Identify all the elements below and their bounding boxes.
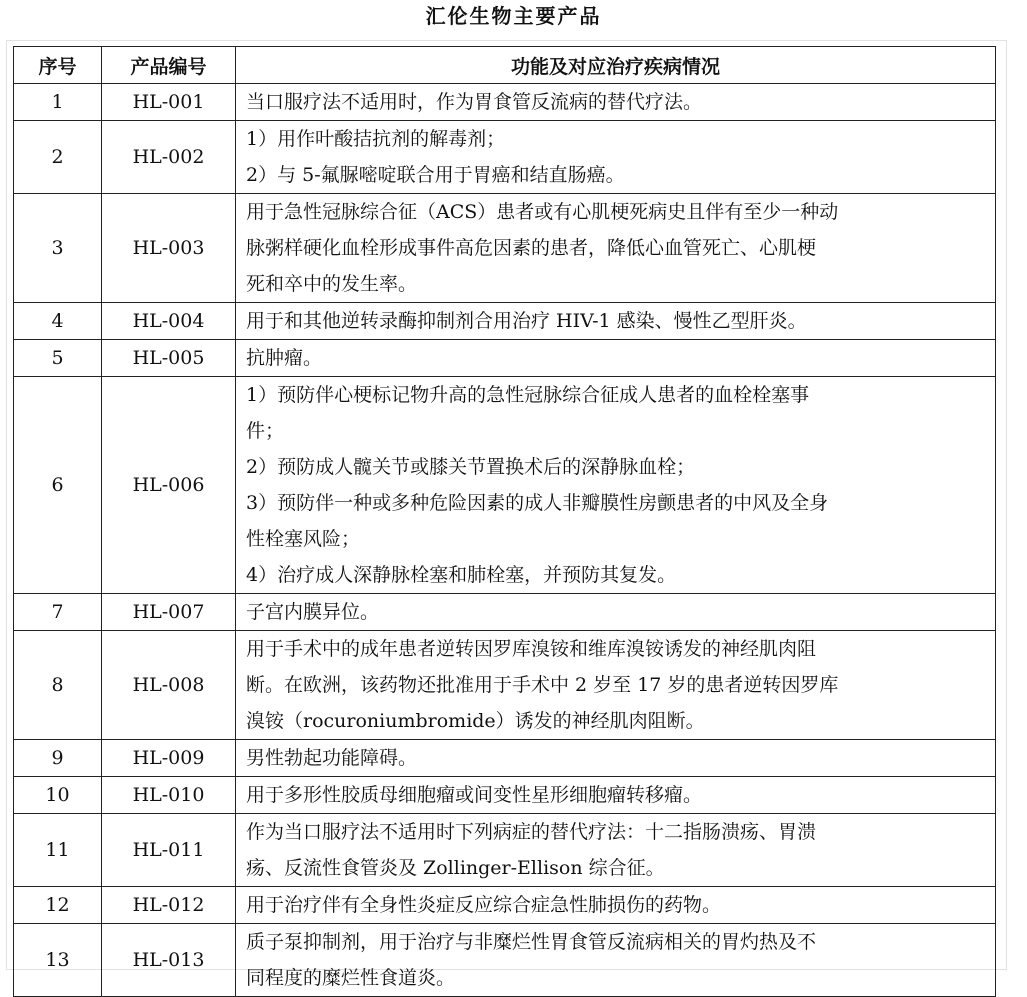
product-description [236, 814, 996, 887]
description-line: 抗肿瘤。 [246, 347, 323, 369]
table-row [14, 194, 996, 303]
product-code: HL-002 [102, 121, 236, 194]
product-code: HL-006 [102, 377, 236, 594]
product-description [236, 924, 996, 997]
product-code: HL-009 [102, 740, 236, 777]
table-row [14, 814, 996, 887]
description-line: 1）预防伴心梗标记物升高的急性冠脉综合征成人患者的血栓栓塞事 [246, 384, 810, 406]
table-row [14, 84, 996, 121]
table-row [14, 777, 996, 814]
product-description [236, 194, 996, 303]
product-description [236, 594, 996, 631]
row-number: 8 [14, 631, 102, 740]
description-line: 用于多形性胶质母细胞瘤或间变性星形细胞瘤转移瘤。 [246, 784, 703, 806]
product-description [236, 340, 996, 377]
table-row [14, 924, 996, 997]
header-no: 序号 [14, 47, 102, 84]
description-line: 用于治疗伴有全身性炎症反应综合症急性肺损伤的药物。 [246, 894, 722, 916]
row-number: 4 [14, 303, 102, 340]
product-code: HL-007 [102, 594, 236, 631]
row-number: 13 [14, 924, 102, 997]
table-row [14, 121, 996, 194]
product-description [236, 740, 996, 777]
description-line: 1）用作叶酸拮抗剂的解毒剂； [246, 128, 506, 150]
page-title: 汇伦生物主要产品 [425, 4, 602, 28]
product-description [236, 377, 996, 594]
table-row [14, 377, 996, 594]
table-row [14, 340, 996, 377]
description-line: 溴铵（rocuroniumbromide）诱发的神经肌肉阻断。 [246, 710, 705, 732]
description-line: 疡、反流性食管炎及 Zollinger-Ellison 综合征。 [246, 857, 665, 879]
description-line: 断。在欧洲，该药物还批准用于手术中 2 岁至 17 岁的患者逆转因罗库 [246, 674, 839, 696]
product-code: HL-003 [102, 194, 236, 303]
description-line: 3）预防伴一种或多种危险因素的成人非瓣膜性房颤患者的中风及全身 [246, 492, 829, 514]
row-number: 11 [14, 814, 102, 887]
table-row [14, 740, 996, 777]
product-description [236, 887, 996, 924]
header-description: 功能及对应治疗疾病情况 [236, 47, 996, 84]
row-number: 12 [14, 887, 102, 924]
description-line: 质子泵抑制剂，用于治疗与非糜烂性胃食管反流病相关的胃灼热及不 [246, 931, 817, 953]
description-line: 同程度的糜烂性食道炎。 [246, 967, 456, 989]
row-number: 5 [14, 340, 102, 377]
product-code: HL-010 [102, 777, 236, 814]
table-header-row [14, 47, 996, 84]
product-description [236, 303, 996, 340]
description-line: 4）治疗成人深静脉栓塞和肺栓塞，并预防其复发。 [246, 564, 677, 586]
product-code: HL-001 [102, 84, 236, 121]
description-line: 子宫内膜异位。 [246, 601, 380, 623]
product-code: HL-013 [102, 924, 236, 997]
description-line: 脉粥样硬化血栓形成事件高危因素的患者，降低心血管死亡、心肌梗 [246, 237, 817, 259]
product-code: HL-004 [102, 303, 236, 340]
row-number: 2 [14, 121, 102, 194]
description-line: 2）与 5-氟脲嘧啶联合用于胃癌和结直肠癌。 [246, 164, 625, 186]
description-line: 件； [246, 420, 285, 442]
description-line: 男性勃起功能障碍。 [246, 747, 418, 769]
product-code: HL-005 [102, 340, 236, 377]
description-line: 用于和其他逆转录酶抑制剂合用治疗 HIV-1 感染、慢性乙型肝炎。 [246, 310, 807, 332]
product-code: HL-011 [102, 814, 236, 887]
row-number: 9 [14, 740, 102, 777]
description-line: 2）预防成人髋关节或膝关节置换术后的深静脉血栓； [246, 456, 696, 478]
row-number: 6 [14, 377, 102, 594]
row-number: 7 [14, 594, 102, 631]
header-code: 产品编号 [102, 47, 236, 84]
table-row [14, 631, 996, 740]
description-line: 当口服疗法不适用时，作为胃食管反流病的替代疗法。 [246, 91, 703, 113]
product-description [236, 631, 996, 740]
description-line: 作为当口服疗法不适用时下列病症的替代疗法：十二指肠溃疡、胃溃 [246, 821, 817, 843]
product-description [236, 121, 996, 194]
description-line: 用于手术中的成年患者逆转因罗库溴铵和维库溴铵诱发的神经肌肉阻 [246, 638, 817, 660]
row-number: 3 [14, 194, 102, 303]
table-row [14, 594, 996, 631]
row-number: 1 [14, 84, 102, 121]
table-row [14, 303, 996, 340]
row-number: 10 [14, 777, 102, 814]
product-description [236, 84, 996, 121]
table-row [14, 887, 996, 924]
description-line: 性栓塞风险； [246, 528, 361, 550]
product-code: HL-012 [102, 887, 236, 924]
products-table [13, 46, 996, 997]
description-line: 死和卒中的发生率。 [246, 273, 418, 295]
product-description [236, 777, 996, 814]
description-line: 用于急性冠脉综合征（ACS）患者或有心肌梗死病史且伴有至少一种动 [246, 201, 839, 223]
product-code: HL-008 [102, 631, 236, 740]
